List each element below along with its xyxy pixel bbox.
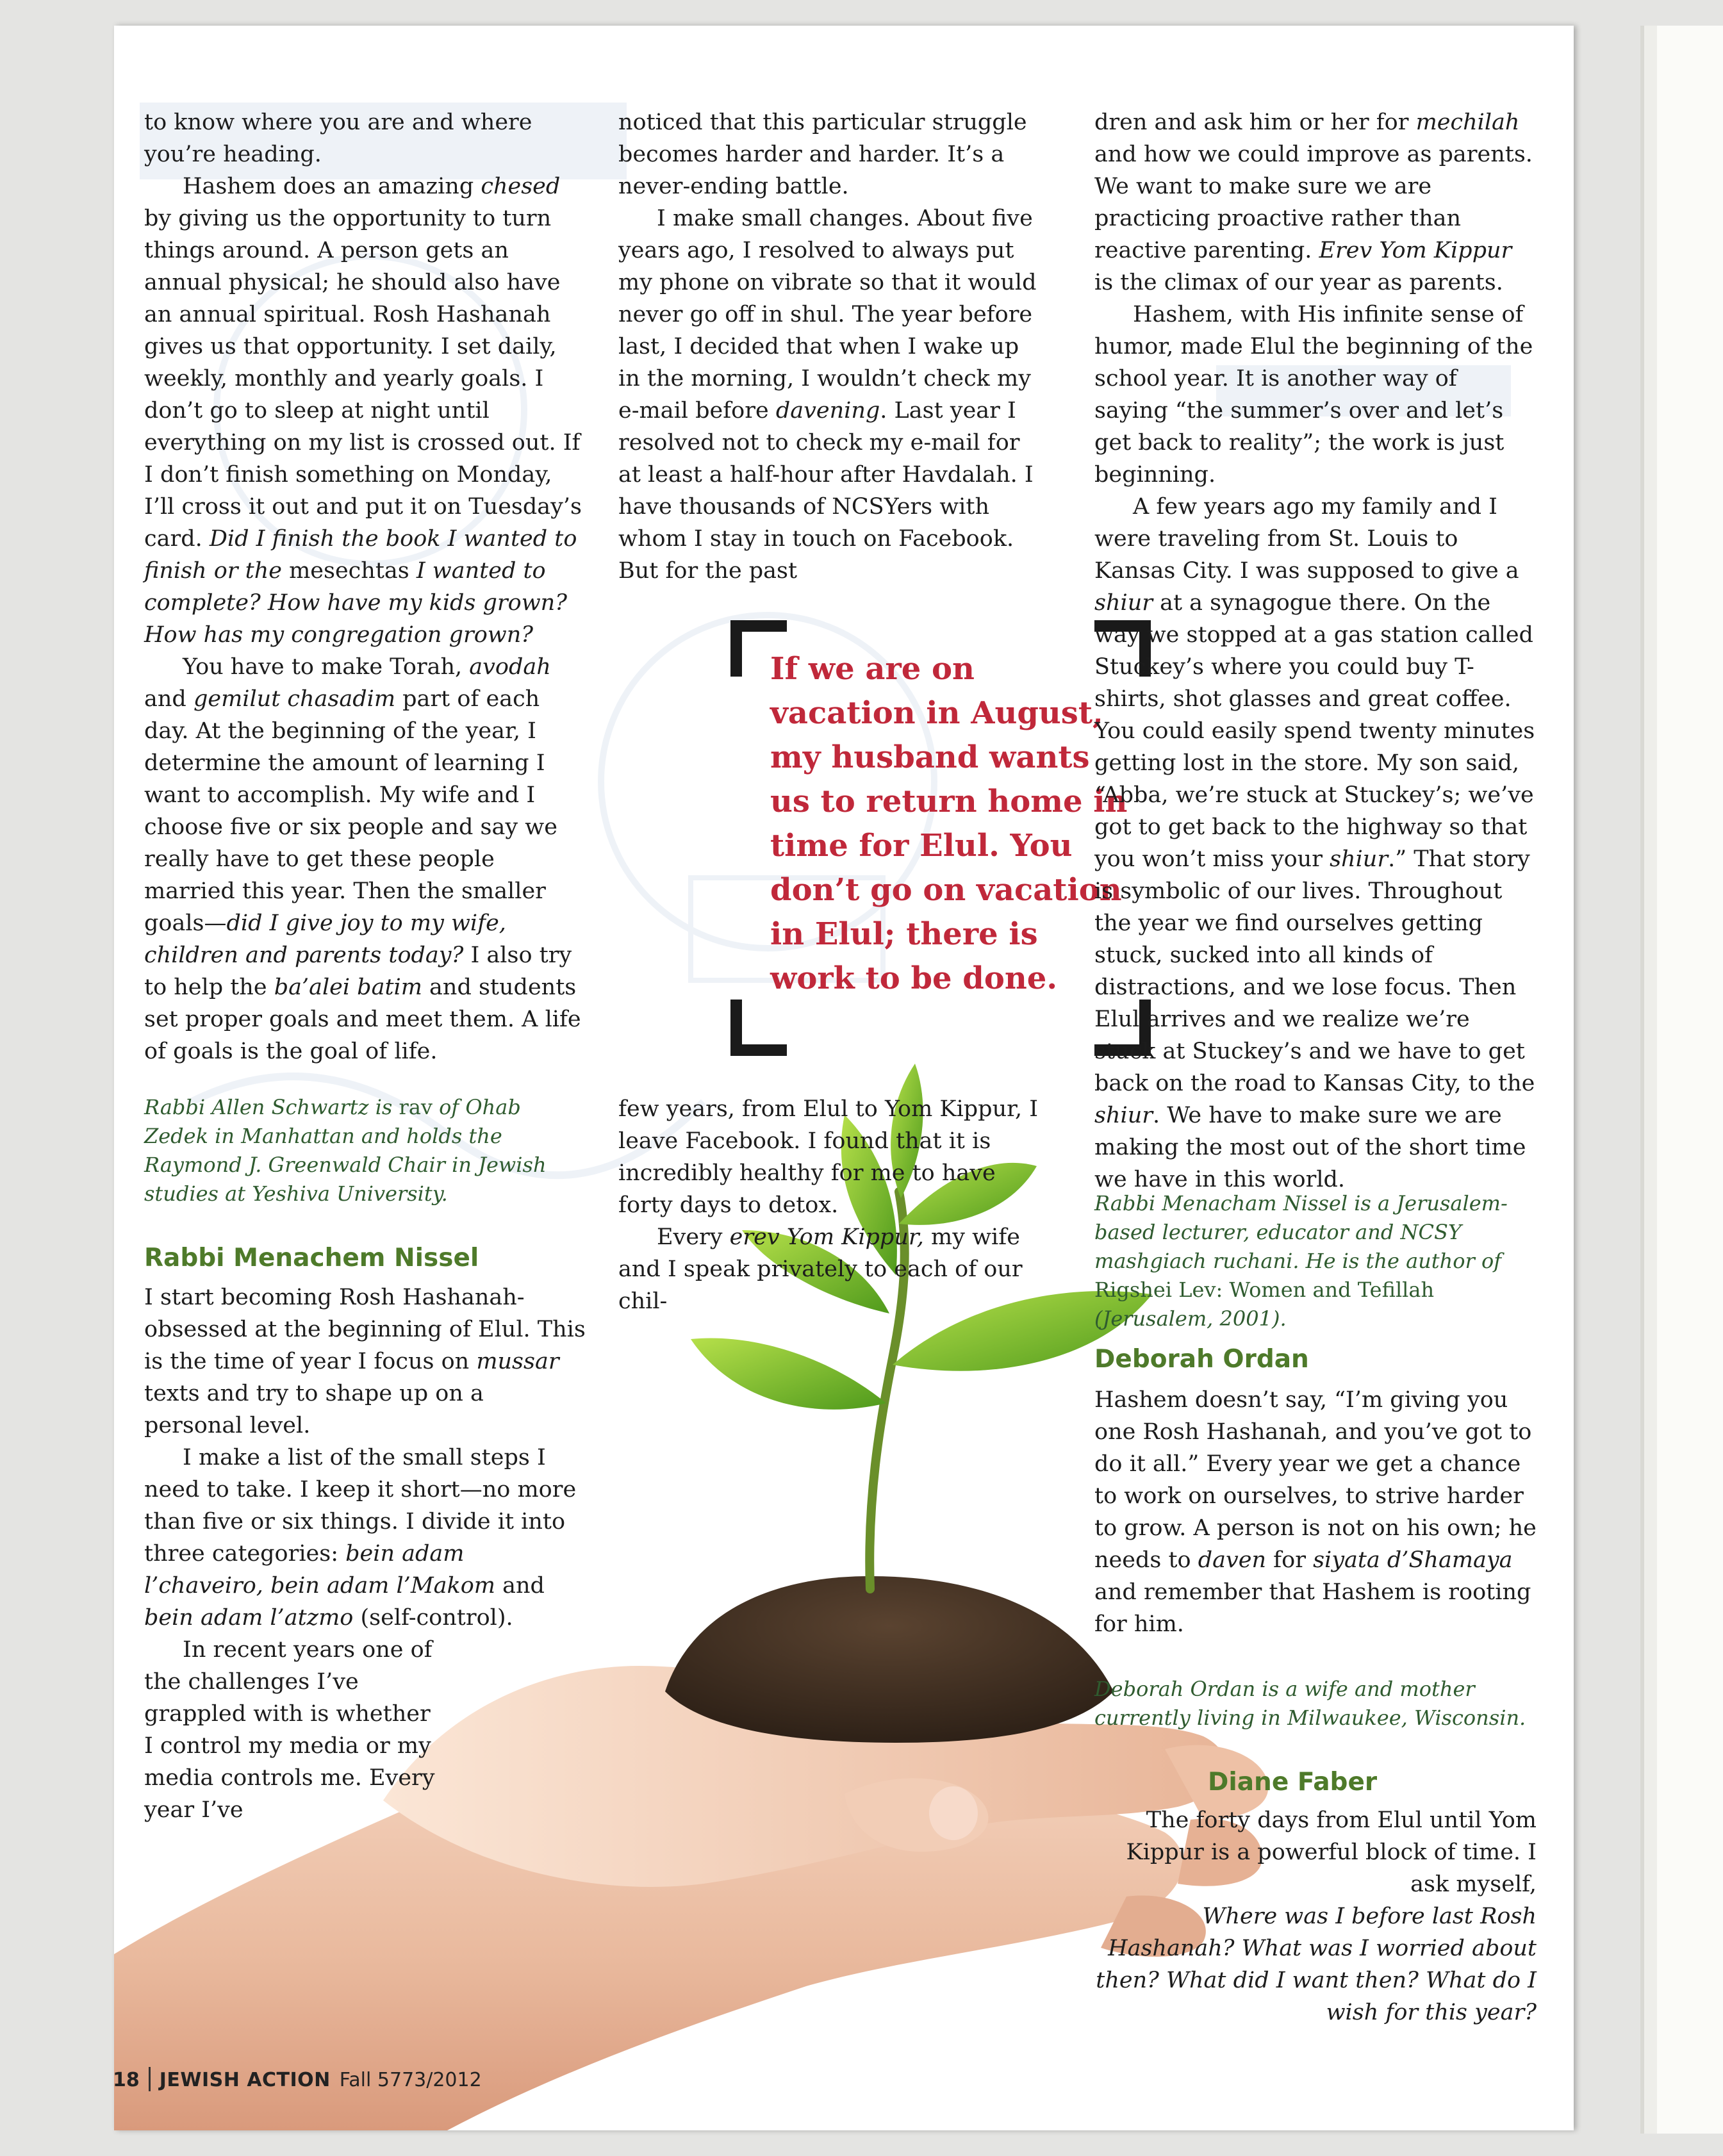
text: shiur [1094,590,1153,616]
text: Every [657,1224,730,1250]
text: I wanted to complete? How have my kids grown? How has my congregation grown? [144,558,567,648]
paragraph [1094,1804,1537,1900]
text: Rigshei Lev: Women and Tefillah [1094,1278,1435,1302]
text: my wife and I speak privately to each of our chil- [618,1224,1023,1314]
text: Hashem does an amazing [183,174,481,199]
section-heading-faber: Diane Faber [1208,1768,1378,1797]
paragraph [144,651,586,1067]
text: . He is the author of [1292,1249,1502,1273]
text: mechilah [1415,110,1520,135]
text: . We have to make sure we are making the most out of the short time we have in this world. [1094,1103,1526,1192]
text: davening [775,398,880,424]
text: gemilut chasadim [193,686,396,712]
page-footer [113,2067,482,2091]
text: and students set proper goals and meet them. A life of goals is the goal of life. [144,975,581,1064]
text: siyata d’Shamaya [1313,1547,1513,1573]
text: few years, from Elul to Yom Kippur, I leave Facebook. I found that it is incredibly healthy for me to have forty days to detox. [618,1096,1039,1218]
text: and [144,686,194,712]
text: The forty days from Elul until Yom Kippur is a powerful block of time. I ask myself, [1126,1807,1537,1897]
column-1-top [144,106,586,1067]
text: erev Yom Kippur, [729,1224,924,1250]
paragraph [1094,299,1537,491]
text: is the climax of our year as parents. [1094,270,1503,295]
text: noticed that this particular struggle becomes harder and harder. It’s a never-ending battle. [618,110,1027,199]
text: and [495,1573,545,1599]
text: texts and try to shape up on a personal level. [144,1381,484,1438]
author-bio-schwartz [144,1093,561,1208]
text: shiur [1330,846,1389,872]
text: I start becoming Rosh Hashanah-obsessed at the beginning of Elul. This is the time of year I focus on [144,1285,586,1374]
pull-quote: If we are on vacation in August, my husband wants us to return home in time for Elul. You don’t go on vacation in Elul; there is work to be done. [770,651,1128,996]
text: to know where you are and where you’re heading. [144,110,532,167]
text: and how we could improve as parents. We want to make sure we are practicing proactive rather than reactive parenting. [1094,142,1533,263]
footer-divider [149,2067,151,2091]
column-3-top [1094,106,1537,1196]
text: mashgiach ruchani [1094,1249,1293,1273]
text: Hashem doesn’t say, “I’m giving you one Rosh Hashanah, and you’ve got to do it all.” Every year we get a chance to work on ourselves, to strive harder to grow. A person is not on his own; he needs to [1094,1387,1537,1573]
text: ba’alei batim [274,975,422,1000]
text: I make a list of the small steps I need to take. I keep it short—no more than five or six things. I divide it into three categories: [144,1445,577,1567]
text: Erev Yom Kippur [1319,238,1512,263]
text: part of each day. At the beginning of the year, I determine the amount of learning I want to accomplish. My wife and I choose five or six people and say we really have to get these people married this year. Then the smaller goals— [144,686,557,936]
paragraph [144,106,586,170]
text: Rabbi Allen Schwartz is [144,1095,399,1119]
text: bein adam l’atzmo [144,1605,354,1631]
paragraph [618,1221,1044,1317]
text: and remember that Hashem is rooting for him. [1094,1579,1531,1637]
section-heading-ordan: Deborah Ordan [1094,1345,1309,1374]
text: You have to make Torah, [183,654,470,680]
text: at a synagogue there. On the way we stopped at a gas station called Stuckey’s where you could buy T-shirts, shot glasses and great coffee. You could easily spend twenty minutes getting lost in the store. My son said, “Abba, we’re stuck at Stuckey’s; we’ve got to get back to the highway so that you won’t miss your [1094,590,1535,872]
column-3-faber [1094,1804,1537,2028]
text: .” That story is symbolic of our lives. Throughout the year we find ourselves getting stuck, sucked into all kinds of distractions, and we lose focus. Then Elul arrives and we realize we’re stuck at Stuckey’s and we have to get back on the road to Kansas City, to the [1094,846,1535,1096]
text: by giving us the opportunity to turn things around. A person gets an annual physical; he should also have an annual spiritual. Rosh Hashanah gives us that opportunity. I set daily, weekly, monthly and yearly goals. I don’t go to sleep at night until everything on my list is crossed out. If I don’t finish something on Monday, I’ll cross it out and put it on Tuesday’s card. [144,206,582,552]
author-bio-nissel [1094,1189,1537,1333]
paragraph [144,1442,586,1634]
section-heading-nissel: Rabbi Menachem Nissel [144,1244,479,1272]
column-2-bottom [618,1093,1044,1317]
column-3-ordan [1094,1384,1537,1640]
text: mussar [476,1349,559,1374]
text: dren and ask him or her for [1094,110,1416,135]
text: I also try to help the [144,942,572,1000]
text: bein adam l’chaveiro, bein adam l’Makom [144,1541,495,1599]
paragraph [144,1281,586,1442]
text: (Jerusalem, 2001). [1094,1306,1287,1331]
text: (self-control). [353,1605,513,1631]
text: rav [399,1095,433,1119]
paragraph [618,1093,1044,1221]
text: daven [1198,1547,1267,1573]
text: In recent years one of the challenges I’ve grappled with is whether I control my media or my media controls me. Every year I’ve [144,1637,435,1823]
column-2-top [618,106,1044,587]
text: I make small changes. About five years ago, I resolved to always put my phone on vibrate so that it would never go off in shul. The year before last, I decided that when I wake up in the morning, I wouldn’t check my e-mail before [618,206,1037,424]
adjacent-page-edge [1640,26,1723,2134]
text: of Ohab Zedek in Manhattan and holds the Raymond J. Greenwald Chair in Jewish studies at Yeshiva University. [144,1095,547,1206]
pullquote-corner-bottom-left [730,1000,787,1056]
author-bio-ordan: Deborah Ordan is a wife and mother currently living in Milwaukee, Wisconsin. [1094,1677,1526,1730]
paragraph [144,170,586,651]
paragraph [1094,1900,1537,2028]
text: did I give joy to my wife, children and parents today? [144,910,506,968]
page-number: 18 [113,2069,140,2091]
paragraph [618,106,1044,202]
text: avodah [469,654,551,680]
paragraph [144,1634,445,1826]
paragraph [618,202,1044,587]
paragraph [1094,491,1537,1196]
text: A few years ago my family and I were traveling from St. Louis to Kansas City. I was supposed to give a [1094,494,1519,584]
text: Rabbi Menacham Nissel is a Jerusalem-based lecturer, educator and NCSY [1094,1191,1508,1244]
text: Where was I before last Rosh Hashanah? What was I worried about then? What did I want then? What do I wish for this year? [1096,1904,1537,2025]
text: Hashem, with His infinite sense of humor, made Elul the beginning of the school year. It is another way of saying “the summer’s over and let’s get back to reality”; the work is just beginning. [1094,302,1533,488]
paragraph [1094,1384,1537,1640]
text: shiur [1094,1103,1153,1128]
column-1-bottom [144,1281,586,1826]
text: . Last year I resolved not to check my e-mail for at least a half-hour after Havdalah. I have thousands of NCSYers with whom I stay in touch on Facebook. But for the past [618,398,1034,584]
magazine-name: JEWISH ACTION [159,2069,331,2091]
magazine-page [114,26,1574,2130]
text: chesed [481,174,561,199]
paragraph [1094,106,1537,299]
text: Did I finish the book I wanted to finish or the [144,526,577,584]
text: for [1266,1547,1314,1573]
text: mesechtas [289,558,409,584]
issue-date: Fall 5773/2012 [339,2069,482,2091]
